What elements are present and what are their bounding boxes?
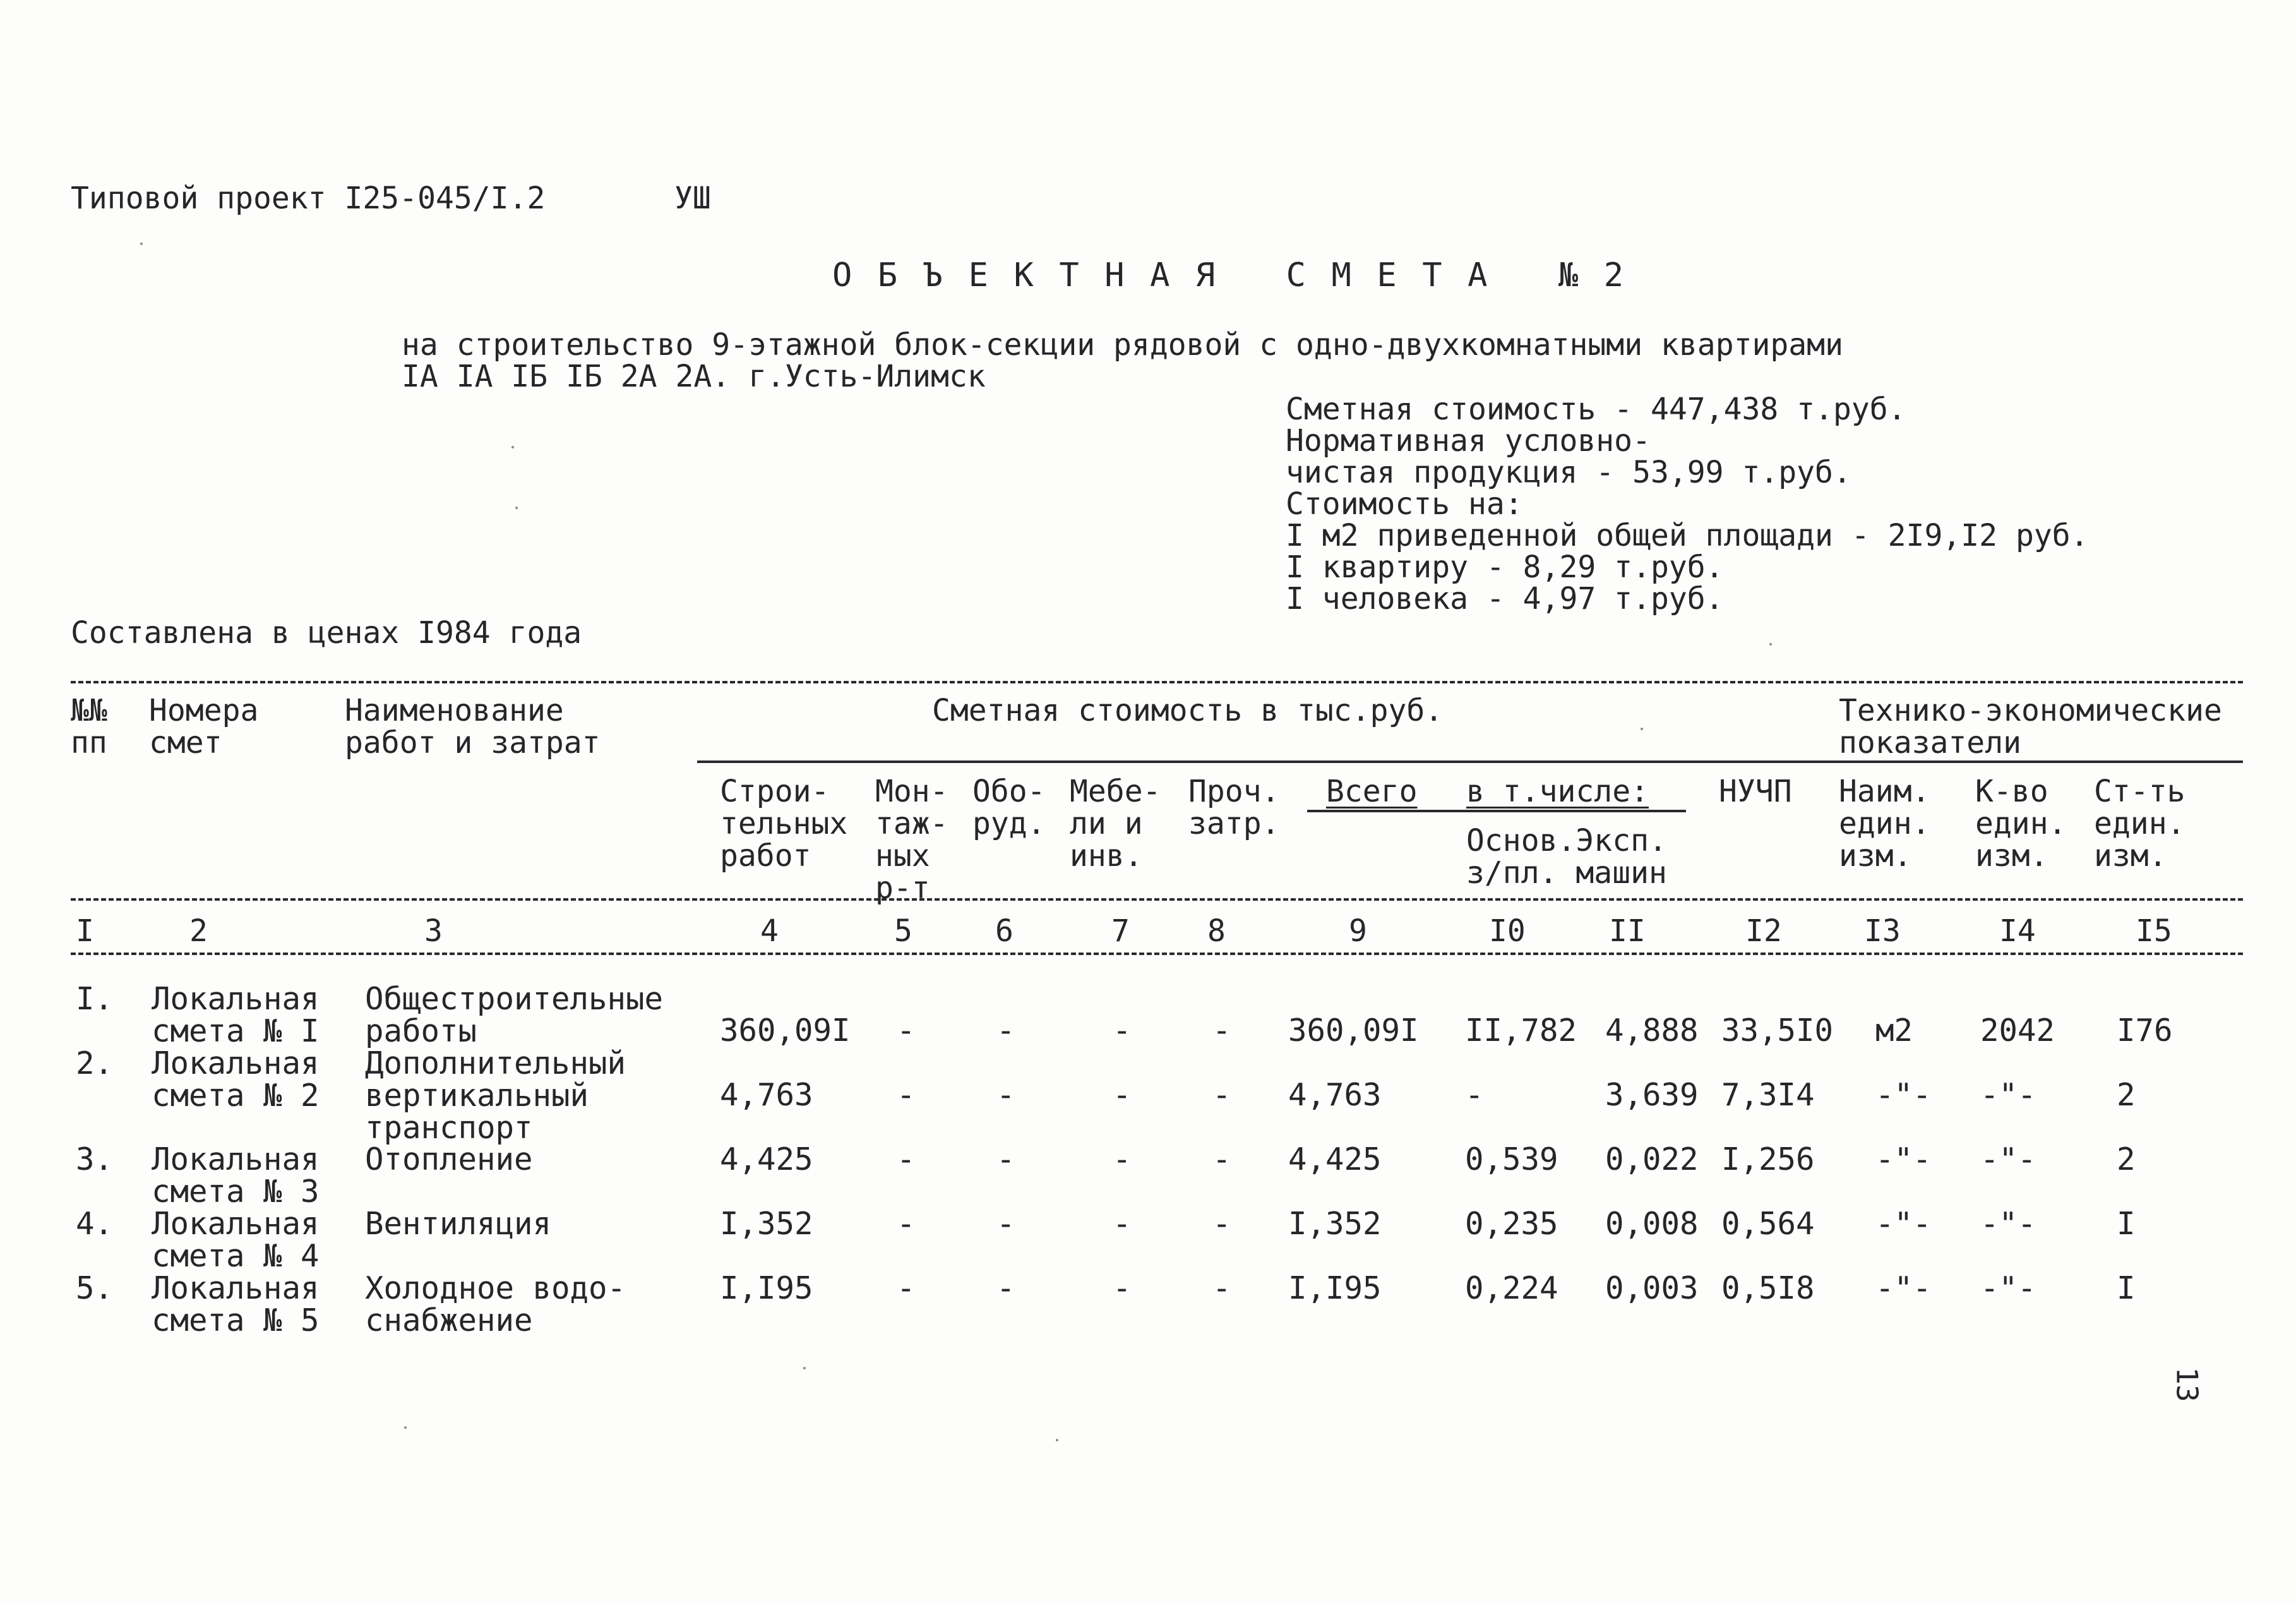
row-number: 4.	[76, 1206, 114, 1242]
work-name: Холодное водо- снабжение	[365, 1270, 626, 1338]
document-title: ОБЪЕКТНАЯ СМЕТА №2	[832, 256, 1649, 294]
header-equipment: Обо- руд.	[972, 774, 1046, 841]
unit-name: -"-	[1875, 1141, 1932, 1177]
document-subtitle-line1: на строительство 9-этажной блок-секции рядовой с одно-двухкомнатными квартирами	[402, 327, 1843, 363]
furniture-cost: -	[1113, 1141, 1132, 1177]
equipment-cost: -	[996, 1077, 1015, 1113]
unit-quantity: -"-	[1980, 1206, 2036, 1242]
cost-per-m2: I м2 приведенной общей площади - 2I9,I2 руб.	[1286, 518, 2089, 553]
cost-group-underline	[697, 760, 2243, 763]
header-construction-work: Строи- тельных работ	[720, 774, 848, 874]
construction-cost: 4,425	[720, 1141, 813, 1177]
total-cost: I,352	[1288, 1206, 1382, 1242]
mounting-cost: -	[897, 1206, 916, 1242]
estimate-reference: Локальная смета № 5	[152, 1270, 320, 1338]
mounting-cost: -	[897, 1270, 916, 1306]
total-cost: 4,763	[1288, 1077, 1382, 1113]
nuchp-value: I,256	[1721, 1141, 1815, 1177]
base-wage: 0,224	[1465, 1270, 1558, 1306]
equipment-cost: -	[996, 1206, 1015, 1242]
nuchp-value: 0,564	[1721, 1206, 1815, 1242]
header-including: в т.числе:	[1466, 774, 1649, 809]
work-name: Вентиляция	[365, 1206, 552, 1242]
column-number: 9	[1349, 913, 1367, 949]
column-number: 8	[1207, 913, 1226, 949]
mounting-cost: -	[897, 1141, 916, 1177]
estimate-reference: Локальная смета № 4	[152, 1206, 320, 1274]
row-number: I.	[76, 981, 114, 1017]
prices-note: Составлена в ценах I984 года	[71, 615, 582, 651]
estimate-reference: Локальная смета № 2	[152, 1045, 320, 1114]
normative-product-line1: Нормативная условно-	[1286, 423, 1651, 459]
scan-speck	[511, 446, 514, 448]
column-number: I0	[1489, 913, 1526, 949]
machine-operation: 0,022	[1605, 1141, 1699, 1177]
furniture-cost: -	[1113, 1077, 1132, 1113]
unit-quantity: -"-	[1980, 1077, 2036, 1113]
estimate-reference: Локальная смета № I	[152, 981, 320, 1049]
equipment-cost: -	[996, 1013, 1015, 1049]
unit-name: -"-	[1875, 1206, 1932, 1242]
unit-cost: 2	[2117, 1141, 2136, 1177]
row-number: 2.	[76, 1045, 114, 1081]
total-cost: 360,09I	[1288, 1013, 1419, 1049]
unit-name: -"-	[1875, 1077, 1932, 1113]
column-number: 6	[995, 913, 1013, 949]
column-number: 4	[760, 913, 779, 949]
estimated-cost: Сметная стоимость - 447,438 т.руб.	[1286, 392, 1906, 427]
unit-cost: I76	[2117, 1013, 2173, 1049]
machine-operation: 0,008	[1605, 1206, 1699, 1242]
unit-quantity: -"-	[1980, 1141, 2036, 1177]
construction-cost: 360,09I	[720, 1013, 851, 1049]
table-top-rule	[71, 681, 2243, 683]
column-number: 3	[424, 913, 443, 949]
machine-operation: 4,888	[1605, 1013, 1699, 1049]
header-cost-group: Сметная стоимость в тыс.руб.	[932, 693, 1444, 728]
scan-speck	[515, 507, 518, 509]
column-number: 7	[1111, 913, 1130, 949]
furniture-cost: -	[1113, 1270, 1132, 1306]
header-tech-group: Технико-экономические показатели	[1839, 693, 2222, 760]
other-cost: -	[1212, 1077, 1231, 1113]
unit-cost: I	[2117, 1270, 2136, 1306]
total-cost: I,I95	[1288, 1270, 1382, 1306]
column-number: 5	[894, 913, 912, 949]
column-number: I5	[2136, 913, 2172, 949]
row-number: 3.	[76, 1141, 114, 1177]
construction-cost: I,352	[720, 1206, 813, 1242]
base-wage: 0,235	[1465, 1206, 1558, 1242]
header-row-number: №№ пп	[71, 693, 107, 760]
mounting-cost: -	[897, 1077, 916, 1113]
unit-quantity: 2042	[1980, 1013, 2055, 1049]
base-wage: 0,539	[1465, 1141, 1558, 1177]
machine-operation: 0,003	[1605, 1270, 1699, 1306]
unit-name: м2	[1875, 1013, 1913, 1049]
column-number: I3	[1864, 913, 1901, 949]
incl-underline	[1307, 810, 1686, 812]
work-name: Отопление	[365, 1141, 533, 1177]
document-subtitle-line2: IA IA IБ IБ 2A 2A. г.Усть-Илимск	[402, 359, 986, 394]
furniture-cost: -	[1113, 1013, 1132, 1049]
furniture-cost: -	[1113, 1206, 1132, 1242]
header-including-sub: Основ.Эксп. з/пл. машин	[1466, 823, 1667, 891]
other-cost: -	[1212, 1270, 1231, 1306]
header-estimate-numbers: Номера смет	[149, 693, 259, 760]
estimate-reference: Локальная смета № 3	[152, 1141, 320, 1210]
cost-per-person: I человека - 4,97 т.руб.	[1286, 581, 1724, 616]
equipment-cost: -	[996, 1270, 1015, 1306]
header-nuchp: НУЧП	[1719, 774, 1792, 809]
header-work-name: Наименование работ и затрат	[345, 693, 601, 760]
base-wage: II,782	[1465, 1013, 1577, 1049]
base-wage: -	[1465, 1077, 1484, 1113]
unit-name: -"-	[1875, 1270, 1932, 1306]
header-unit-cost: Ст-ть един. изм.	[2094, 774, 2185, 874]
column-number: I4	[1999, 913, 2036, 949]
scan-speck	[140, 243, 143, 245]
construction-cost: I,I95	[720, 1270, 813, 1306]
mounting-cost: -	[897, 1013, 916, 1049]
cost-per-flat: I квартиру - 8,29 т.руб.	[1286, 550, 1724, 585]
unit-cost: 2	[2117, 1077, 2136, 1113]
header-unit-name: Наим. един. изм.	[1839, 774, 1930, 874]
header-bottom-rule	[71, 898, 2243, 901]
header-mounting-work: Мон- таж- ных р-т	[875, 774, 948, 906]
unit-cost: I	[2117, 1206, 2136, 1242]
cost-per-heading: Стоимость на:	[1286, 486, 1523, 522]
album-label: УШ	[674, 181, 711, 216]
column-number-rule	[71, 953, 2243, 955]
total-cost: 4,425	[1288, 1141, 1382, 1177]
unit-quantity: -"-	[1980, 1270, 2036, 1306]
construction-cost: 4,763	[720, 1077, 813, 1113]
scan-speck	[803, 1367, 806, 1369]
nuchp-value: 7,3I4	[1721, 1077, 1815, 1113]
header-unit-quantity: К-во един. изм.	[1975, 774, 2067, 874]
column-number: II	[1609, 913, 1646, 949]
header-total: Всего	[1326, 774, 1418, 809]
project-label: Типовой проект I25-045/I.2	[71, 181, 546, 216]
column-number: I	[76, 913, 94, 949]
header-other-costs: Проч. затр.	[1188, 774, 1280, 841]
work-name: Дополнительный вертикальный транспорт	[365, 1045, 626, 1146]
scan-speck	[404, 1426, 407, 1429]
other-cost: -	[1212, 1206, 1231, 1242]
nuchp-value: 0,5I8	[1721, 1270, 1815, 1306]
scan-speck	[1056, 1439, 1058, 1441]
other-cost: -	[1212, 1013, 1231, 1049]
other-cost: -	[1212, 1141, 1231, 1177]
work-name: Общестроительные работы	[365, 981, 664, 1049]
machine-operation: 3,639	[1605, 1077, 1699, 1113]
column-number: 2	[189, 913, 208, 949]
equipment-cost: -	[996, 1141, 1015, 1177]
scan-speck	[1769, 643, 1772, 646]
page-margin-mark: 13	[2170, 1367, 2204, 1402]
scan-speck	[1641, 728, 1643, 730]
row-number: 5.	[76, 1270, 114, 1306]
normative-product-line2: чистая продукция - 53,99 т.руб.	[1286, 455, 1851, 490]
header-furniture: Мебе- ли и инв.	[1070, 774, 1161, 874]
nuchp-value: 33,5I0	[1721, 1013, 1834, 1049]
column-number: I2	[1745, 913, 1782, 949]
